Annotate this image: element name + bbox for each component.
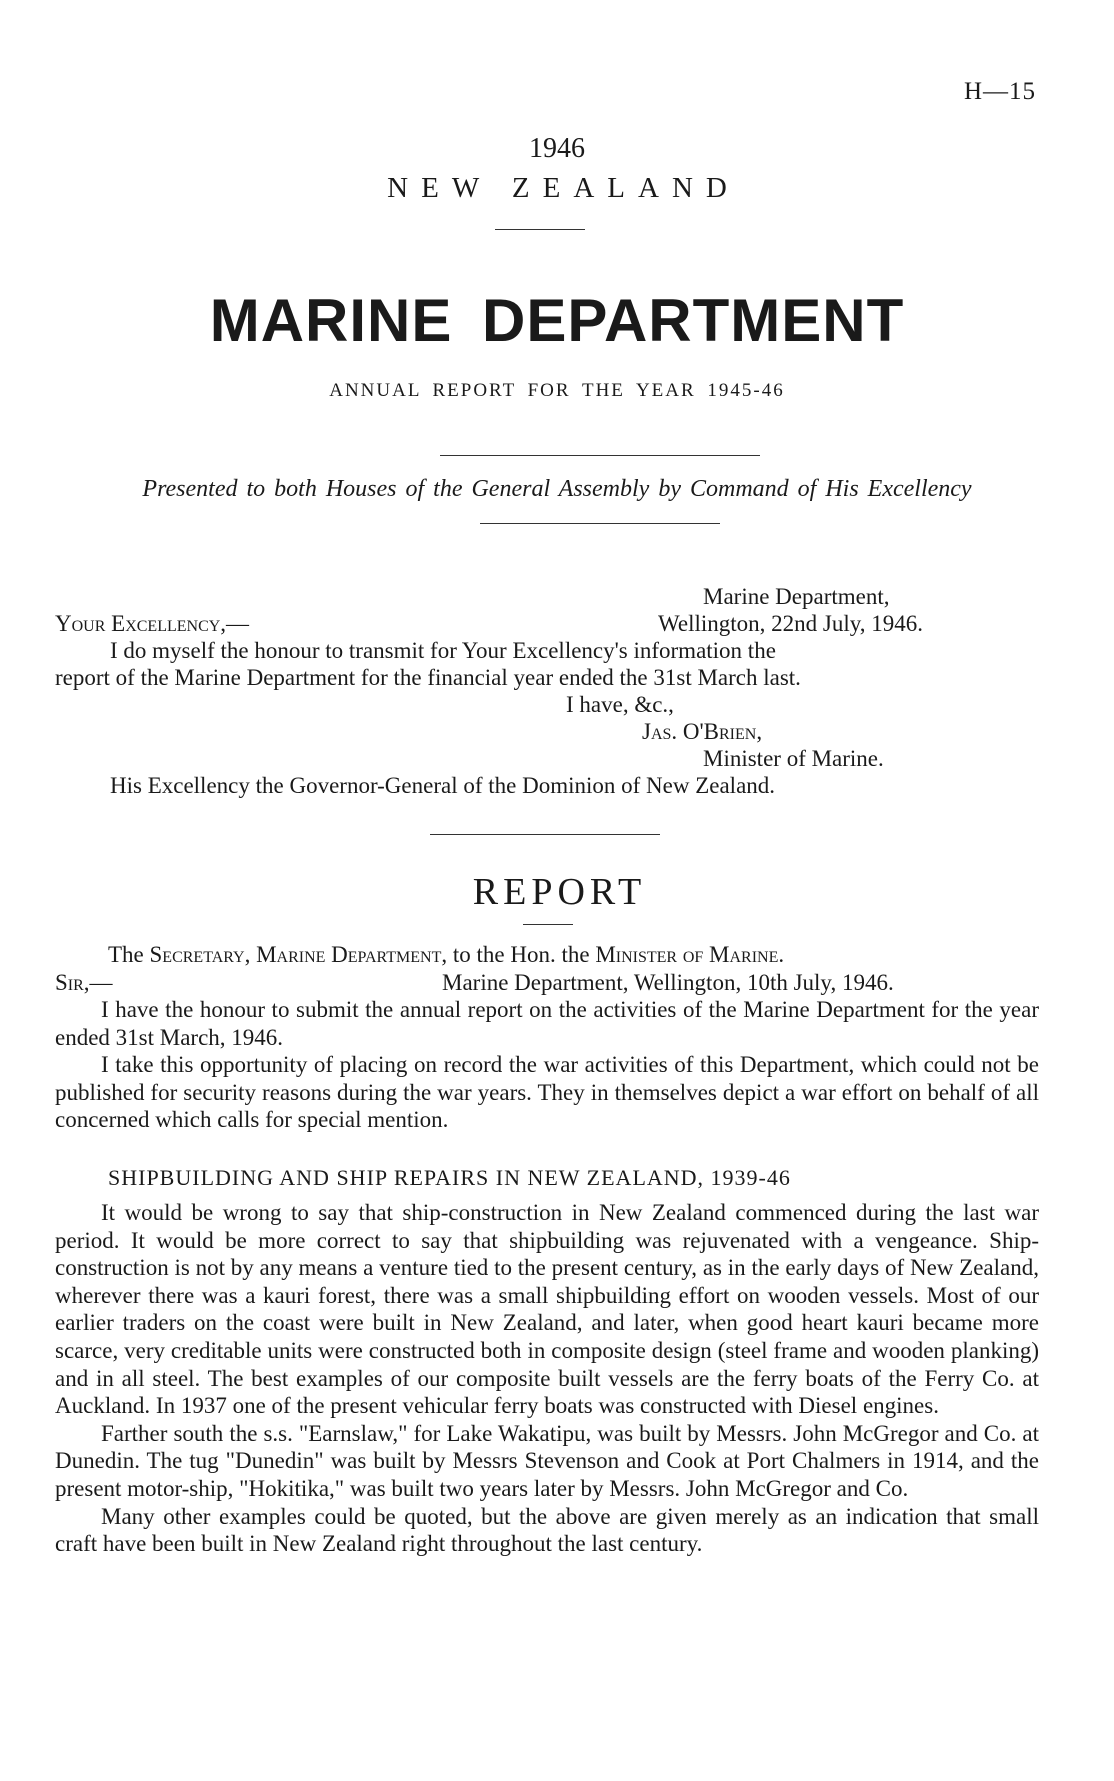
- divider-rule: [440, 455, 760, 456]
- letter-signatory: Jas. O'Brien,: [642, 719, 763, 744]
- letter-body-line: I do myself the honour to transmit for Your Excellency's information the: [110, 638, 776, 663]
- divider-rule: [523, 924, 573, 925]
- letter-body-line: report of the Marine Department for the financial year ended the 31st March last.: [55, 665, 801, 690]
- report-body: [55, 996, 1039, 1134]
- letter-signatory-title: Minister of Marine.: [703, 746, 884, 771]
- document-title: MARINE DEPARTMENT: [209, 287, 905, 354]
- report-salutation: Sir,—: [55, 970, 113, 995]
- section-paragraph: Many other examples could be quoted, but the above are given merely as an indication that small craft have been built in New Zealand right throughout the last century.: [55, 1503, 1039, 1557]
- memo-from: Secretary, Marine Department,: [149, 942, 448, 967]
- page-reference: H—15: [963, 78, 1036, 105]
- document-subtitle: ANNUAL REPORT FOR THE YEAR 1945-46: [329, 380, 785, 401]
- letter-salutation: Your Excellency,—: [55, 611, 250, 636]
- memo-to: Minister of Marine.: [595, 942, 785, 967]
- section-heading: SHIPBUILDING AND SHIP REPAIRS IN NEW ZEALAND, 1939-46: [108, 1165, 791, 1190]
- divider-rule: [430, 834, 660, 835]
- divider-rule: [480, 523, 720, 524]
- divider-rule: [495, 229, 585, 230]
- letter-date-line: Wellington, 22nd July, 1946.: [658, 611, 923, 636]
- publication-year: 1946: [529, 133, 585, 164]
- section-paragraph: Farther south the s.s. "Earnslaw," for Lake Wakatipu, was built by Messrs. John McGregor and Co. at Dunedin. The tug "Dunedin" was built by Messrs Stevenson and Cook at Port Chalmers in 1914, and the present motor-ship, "Hokitika," was built two years later by Messrs. John McGregor and Co.: [55, 1420, 1039, 1501]
- letter-closing: I have, &c.,: [566, 692, 674, 717]
- presentation-note: Presented to both Houses of the General Assembly by Command of His Excellency: [142, 476, 972, 502]
- memo-the: The: [108, 942, 144, 967]
- memo-to-word: to the Hon. the: [452, 942, 590, 967]
- letter-addressee: His Excellency the Governor-General of the Dominion of New Zealand.: [110, 773, 776, 798]
- report-dateline: Marine Department, Wellington, 10th July, 1946.: [442, 970, 894, 995]
- letter-address-line: Marine Department,: [703, 584, 890, 609]
- section-body: [55, 1199, 1039, 1558]
- country-heading: NEW ZEALAND: [387, 172, 740, 204]
- report-heading: REPORT: [472, 871, 647, 913]
- section-paragraph: It would be wrong to say that ship-construction in New Zealand commenced during the last war period. It would be more correct to say that shipbuilding was rejuvenated with a vengeance. Ship-construction is not by any means a venture tied to the present century, as in the early days of New Zealand, wherever there was a kauri forest, there was a small shipbuilding effort on wooden vessels. Most of our earlier traders on the coast were built in New Zealand, and later, when good heart kauri became more scarce, very creditable units were constructed both in composite design (steel frame and wooden planking) and in all steel. The best examples of our composite built vessels are the ferry boats of the Ferry Co. at Auckland. In 1937 one of the present vehicular ferry boats was constructed with Diesel engines.: [55, 1200, 1039, 1419]
- report-paragraph: I have the honour to submit the annual report on the activities of the Marine Department for the year ended 31st March, 1946.: [55, 997, 1039, 1050]
- report-paragraph: I take this opportunity of placing on record the war activities of this Department, which could not be published for security reasons during the war years. They in themselves depict a war effort on behalf of all concerned which calls for special mention.: [55, 1052, 1039, 1133]
- report-memo-line: [108, 941, 784, 968]
